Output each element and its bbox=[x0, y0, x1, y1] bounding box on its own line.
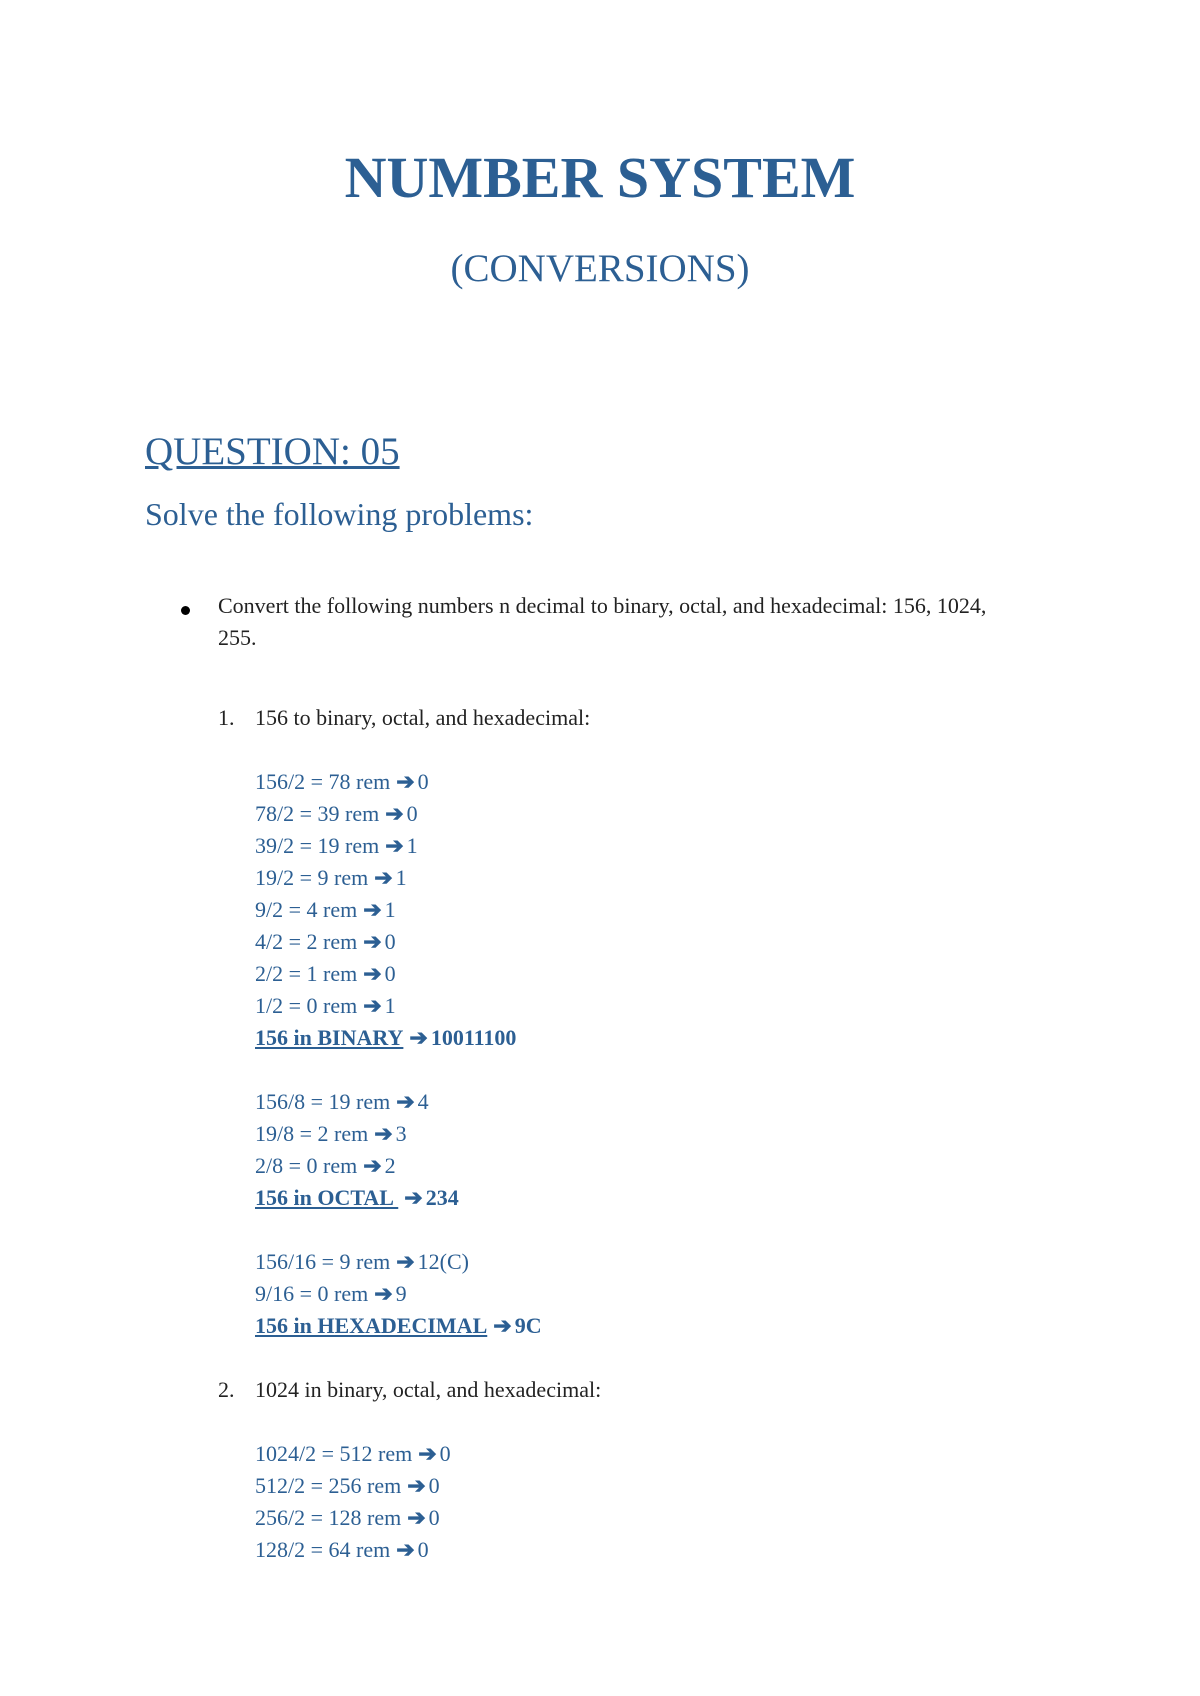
result-label: 156 in BINARY bbox=[255, 1025, 404, 1050]
arrow-icon: ➔ bbox=[409, 1025, 428, 1050]
step-remainder: 1 bbox=[406, 833, 418, 858]
item-1-number: 1. bbox=[218, 705, 235, 730]
step-remainder: 0 bbox=[428, 1473, 440, 1498]
step-expression: 2/8 = 0 rem bbox=[255, 1153, 358, 1178]
step-remainder: 0 bbox=[384, 961, 396, 986]
step-row bbox=[255, 1534, 451, 1566]
step-expression: 128/2 = 64 rem bbox=[255, 1537, 391, 1562]
step-remainder: 0 bbox=[417, 769, 429, 794]
arrow-icon: ➔ bbox=[396, 1089, 415, 1114]
arrow-icon: ➔ bbox=[363, 993, 382, 1018]
arrow-icon: ➔ bbox=[374, 1121, 393, 1146]
step-remainder: 2 bbox=[384, 1153, 396, 1178]
step-remainder: 0 bbox=[417, 1537, 429, 1562]
instruction-text: Solve the following problems: bbox=[145, 496, 534, 532]
question-heading: QUESTION: 05 bbox=[145, 430, 400, 473]
step-expression: 512/2 = 256 rem bbox=[255, 1473, 402, 1498]
step-row bbox=[255, 766, 516, 798]
step-expression: 1/2 = 0 rem bbox=[255, 993, 358, 1018]
document-title: NUMBER SYSTEM bbox=[344, 145, 856, 210]
arrow-icon: ➔ bbox=[418, 1441, 437, 1466]
step-row bbox=[255, 1278, 542, 1310]
bullet-text: Convert the following numbers n decimal to binary, octal, and hexadecimal: 156, 1024, 255. bbox=[218, 593, 987, 650]
step-row bbox=[255, 1438, 451, 1470]
step-expression: 9/16 = 0 rem bbox=[255, 1281, 369, 1306]
arrow-icon: ➔ bbox=[407, 1473, 426, 1498]
step-row bbox=[255, 958, 516, 990]
arrow-icon: ➔ bbox=[363, 897, 382, 922]
arrow-icon: ➔ bbox=[396, 769, 415, 794]
step-expression: 2/2 = 1 rem bbox=[255, 961, 358, 986]
arrow-icon: ➔ bbox=[363, 961, 382, 986]
result-value: 234 bbox=[425, 1185, 459, 1210]
step-row bbox=[255, 1502, 451, 1534]
result-label: 156 in OCTAL bbox=[255, 1185, 399, 1210]
arrow-icon: ➔ bbox=[396, 1249, 415, 1274]
arrow-icon: ➔ bbox=[363, 1153, 382, 1178]
binary-steps bbox=[255, 766, 516, 1054]
arrow-icon: ➔ bbox=[385, 801, 404, 826]
step-remainder: 1 bbox=[395, 865, 407, 890]
arrow-icon: ➔ bbox=[374, 865, 393, 890]
step-remainder: 4 bbox=[417, 1089, 429, 1114]
octal-steps bbox=[255, 1086, 459, 1214]
step-remainder: 0 bbox=[406, 801, 418, 826]
step-row bbox=[255, 862, 516, 894]
step-row bbox=[255, 990, 516, 1022]
step-remainder: 0 bbox=[439, 1441, 451, 1466]
result-value: 9C bbox=[514, 1313, 542, 1338]
step-expression: 39/2 = 19 rem bbox=[255, 833, 380, 858]
document-subtitle: (CONVERSIONS) bbox=[450, 247, 750, 290]
item-1-heading: 156 to binary, octal, and hexadecimal: bbox=[255, 705, 591, 730]
step-row bbox=[255, 1150, 459, 1182]
step-expression: 19/2 = 9 rem bbox=[255, 865, 369, 890]
step-remainder: 1 bbox=[384, 897, 396, 922]
binary-steps-1024 bbox=[255, 1438, 451, 1566]
result-value: 10011100 bbox=[430, 1025, 517, 1050]
arrow-icon: ➔ bbox=[407, 1505, 426, 1530]
arrow-icon: ➔ bbox=[396, 1537, 415, 1562]
step-expression: 156/8 = 19 rem bbox=[255, 1089, 391, 1114]
step-row bbox=[255, 798, 516, 830]
step-remainder: 0 bbox=[384, 929, 396, 954]
step-remainder: 1 bbox=[384, 993, 396, 1018]
hexadecimal-steps bbox=[255, 1246, 542, 1342]
item-2-number: 2. bbox=[218, 1377, 235, 1402]
step-remainder: 12(C) bbox=[417, 1249, 469, 1274]
arrow-icon: ➔ bbox=[404, 1185, 423, 1210]
arrow-icon: ➔ bbox=[363, 929, 382, 954]
arrow-icon: ➔ bbox=[493, 1313, 512, 1338]
step-row bbox=[255, 1246, 542, 1278]
item-2-heading: 1024 in binary, octal, and hexadecimal: bbox=[255, 1377, 602, 1402]
step-row bbox=[255, 894, 516, 926]
step-row bbox=[255, 926, 516, 958]
step-expression: 4/2 = 2 rem bbox=[255, 929, 358, 954]
binary-result bbox=[255, 1022, 516, 1054]
step-expression: 256/2 = 128 rem bbox=[255, 1505, 402, 1530]
arrow-icon: ➔ bbox=[374, 1281, 393, 1306]
step-remainder: 0 bbox=[428, 1505, 440, 1530]
step-expression: 156/2 = 78 rem bbox=[255, 769, 391, 794]
step-remainder: 3 bbox=[395, 1121, 407, 1146]
step-row bbox=[255, 1086, 459, 1118]
step-expression: 1024/2 = 512 rem bbox=[255, 1441, 413, 1466]
arrow-icon: ➔ bbox=[385, 833, 404, 858]
octal-result bbox=[255, 1182, 459, 1214]
hexadecimal-result bbox=[255, 1310, 542, 1342]
step-expression: 78/2 = 39 rem bbox=[255, 801, 380, 826]
step-row bbox=[255, 830, 516, 862]
step-row bbox=[255, 1470, 451, 1502]
step-remainder: 9 bbox=[395, 1281, 407, 1306]
step-expression: 19/8 = 2 rem bbox=[255, 1121, 369, 1146]
result-label: 156 in HEXADECIMAL bbox=[255, 1313, 488, 1338]
bullet-icon bbox=[181, 606, 190, 615]
step-expression: 9/2 = 4 rem bbox=[255, 897, 358, 922]
step-expression: 156/16 = 9 rem bbox=[255, 1249, 391, 1274]
step-row bbox=[255, 1118, 459, 1150]
